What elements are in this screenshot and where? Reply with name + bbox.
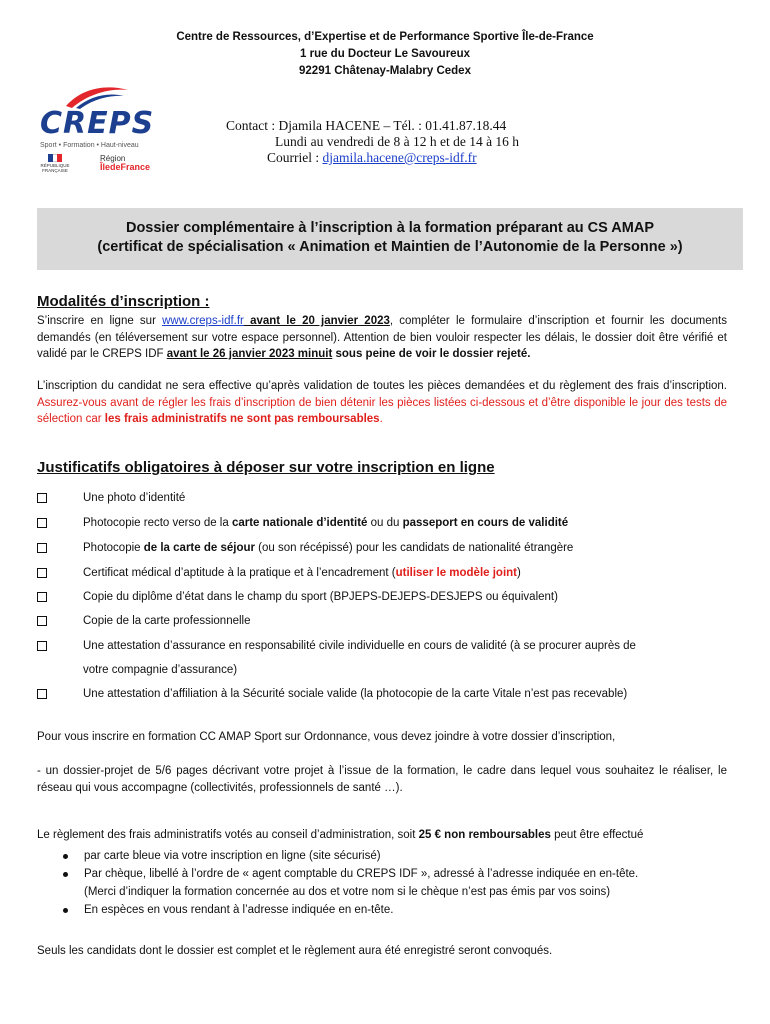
modalites-heading: Modalités d’inscription : [37, 293, 210, 310]
justificatifs-heading: Justificatifs obligatoires à déposer sur votre inscription en ligne [37, 459, 495, 476]
modalites-paragraph-2: L’inscription du candidat ne sera effective qu’après validation de toutes les pièces demandées et du règlement des frais d’inscription. Assurez-vous avant de régler les frais d’inscription de bien détenir les pièces listées ci-dessous et d’être disponible le jour des tests de sélection car les frais administratifs ne sont pas remboursables. [37, 380, 727, 425]
org-name: Centre de Ressources, d’Expertise et de Performance Sportive Île-de-France [176, 31, 594, 43]
checkbox-icon [37, 641, 47, 651]
french-flag-icon [48, 154, 62, 162]
title-banner [37, 208, 743, 270]
checkbox-icon [37, 518, 47, 528]
ordonnance-paragraph-1: Pour vous inscrire en formation CC AMAP Sport sur Ordonnance, vous devez joindre à votre dossier d’inscription, [37, 731, 616, 743]
checkbox-icon [37, 493, 47, 503]
banner-subtitle: (certificat de spécialisation « Animation et Maintien de l’Autonomie de la Personne ») [97, 239, 683, 255]
payment-methods-list [37, 847, 727, 919]
checkbox-icon [37, 592, 47, 602]
contact-hours: Lundi au vendredi de 8 à 12 h et de 14 à 16 h [275, 134, 520, 149]
list-item: Par chèque, libellé à l’ordre de « agent comptable du CREPS IDF », adressé à l’adresse indiquée en en-tête. (Merci d’indiquer la formation concernée au dos et votre nom si le chèque n’est pas émis par vos soins) [37, 865, 727, 901]
republique-francaise-logo: RÉPUBLIQUE FRANÇAISE [40, 154, 70, 173]
logo-tagline: Sport • Formation • Haut-niveau [40, 142, 139, 149]
org-city: 92291 Châtenay-Malabry Cedex [299, 65, 471, 77]
contact-block [226, 118, 519, 166]
ordonnance-paragraph-2: - un dossier-projet de 5/6 pages décrivant votre projet à l’issue de la formation, le cadre dans lequel vous souhaitez le réaliser, le réseau qui vous accompagne (collectivités, professionnels de santé …). [37, 765, 727, 794]
checkbox-icon [37, 543, 47, 553]
contact-phone: Contact : Djamila HACENE – Tél. : 01.41.87.18.44 [226, 118, 507, 133]
bullet-icon [63, 872, 68, 877]
list-item: par carte bleue via votre inscription en ligne (site sécurisé) [37, 847, 727, 865]
bullet-icon [63, 854, 68, 859]
list-item: En espèces en vous rendant à l’adresse indiquée en en-tête. [37, 901, 727, 919]
creps-website-link[interactable]: www.creps-idf.fr [162, 315, 244, 327]
organization-header [0, 29, 770, 80]
logo-wordmark: CREPS [40, 106, 155, 141]
banner-title: Dossier complémentaire à l’inscription à la formation préparant au CS AMAP [125, 220, 655, 236]
final-note: Seuls les candidats dont le dossier est complet et le règlement aura été enregistré seront convoqués. [37, 945, 553, 957]
reglement-intro: Le règlement des frais administratifs votés au conseil d’administration, soit 25 € non remboursables peut être effectué [37, 829, 644, 841]
checkbox-icon [37, 689, 47, 699]
checkbox-icon [37, 616, 47, 626]
checkbox-icon [37, 568, 47, 578]
creps-logo [38, 82, 168, 178]
modalites-paragraph-1: S’inscrire en ligne sur www.creps-idf.fr avant le 20 janvier 2023, compléter le formulaire d’inscription et fournir les documents demandés (en téléversement sur votre espace personnel). Attention de bien vouloir respecter les délais, le dossier doit être vérifié et validé par le CREPS IDF avant le 26 janvier 2023 minuit sous peine de voir le dossier rejeté. [37, 315, 727, 360]
contact-email-line: Courriel : djamila.hacene@creps-idf.fr [267, 150, 477, 165]
org-street: 1 rue du Docteur Le Savoureux [300, 48, 470, 60]
bullet-icon [63, 908, 68, 913]
email-link[interactable]: djamila.hacene@creps-idf.fr [322, 150, 477, 165]
region-logo: Région ÎledeFrance [100, 154, 151, 172]
